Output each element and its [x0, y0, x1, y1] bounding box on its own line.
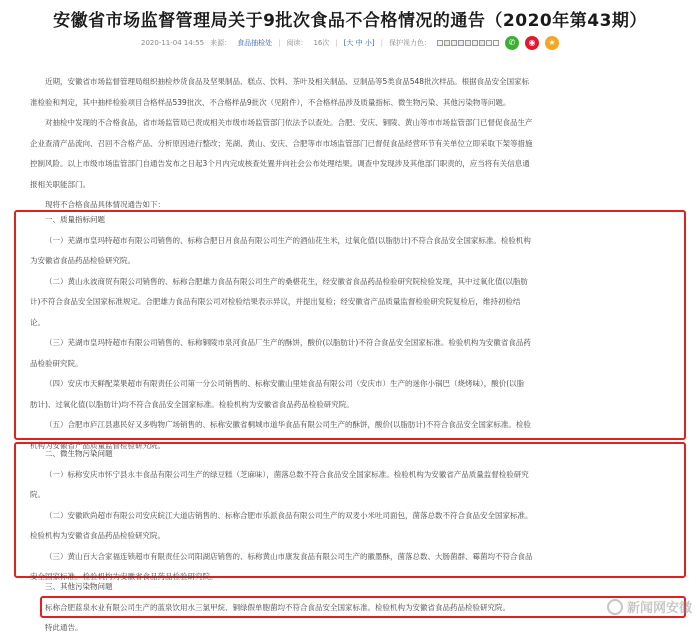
item-line: 院。: [30, 490, 45, 499]
item-line: 论。: [30, 317, 45, 327]
section-microbial: [30, 444, 670, 588]
closing-line: 特此通告。: [45, 623, 83, 632]
article-intro: [30, 72, 670, 216]
item-line: 检验机构为安徽省食品药品检验研究院。: [30, 531, 165, 540]
publish-date: 2020-11-04 14:55: [140, 39, 205, 47]
item-line: （五）合肥市庐江县惠民好又多购物广场销售的、标称安徽省桐城市道华食品有限公司生产的酥饼，酸价(以脂肪计)不符合食品安全国家标准。检验: [45, 420, 531, 429]
weibo-share-icon[interactable]: ◉: [525, 36, 539, 50]
item-line: （一）芜湖市皇玛特超市有限公司销售的、标称合肥日月食品有限公司生产的酒仙花生米，过氧化值(以脂肪计)不符合食品安全国家标准。检验机构: [45, 235, 531, 245]
highlight-box-other: [40, 596, 686, 618]
item-line: （三）芜湖市皇玛特超市有限公司销售的、标称铜陵市泉河食品厂生产的酥饼，酸价(以脂肪计)不符合食品安全国家标准。检验机构为安徽省食品药: [45, 338, 531, 347]
watermark-logo-icon: [607, 599, 623, 615]
section-heading: 三、其他污染物问题: [45, 582, 113, 591]
item-line: 品检验研究院。: [30, 358, 83, 368]
section-heading: 一、质量指标问题: [45, 215, 105, 224]
wechat-share-icon[interactable]: ✆: [505, 36, 519, 50]
section-heading: 二、微生物污染问题: [45, 449, 113, 458]
item-line: （二）安徽欧尚超市有限公司安庆皖江大道店销售的、标称合肥市乐派食品有限公司生产的双麦小米吐司面包，菌落总数不符合食品安全国家标准。: [45, 510, 533, 520]
eye-color-swatch[interactable]: [437, 40, 443, 46]
source-label: 来源：: [210, 39, 232, 47]
watermark: [607, 597, 692, 616]
eye-color-swatch[interactable]: [472, 40, 478, 46]
intro-line: 准检验和判定，其中抽样检验项目合格样品539批次、不合格样品9批次（见附件），不合格样品涉及质量指标、微生物污染、其他污染物等问题。: [30, 97, 511, 107]
item-line: 为安徽省食品药品检验研究院。: [30, 256, 135, 265]
intro-line: 现将不合格食品具体情况通告如下：: [45, 200, 165, 209]
article-title: 安徽省市场监督管理局关于9批次食品不合格情况的通告（2020年第43期）: [53, 11, 647, 31]
meta-separator: |: [335, 39, 338, 47]
watermark-text: 新闻网安徽: [626, 601, 692, 616]
intro-line: 对抽检中发现的不合格食品，省市场监管局已责成相关市级市场监管部门依法予以查处。合肥、安庆、铜陵、黄山等市市场监管部门已督促食品生产: [45, 118, 533, 127]
meta-separator: |: [278, 39, 281, 47]
item-line: 肪计)、过氧化值(以脂肪计)均不符合食品安全国家标准。检验机构为安徽省食品药品检验研究院。: [30, 399, 354, 409]
intro-line: 控制风险。以上市级市场监管部门自通告发布之日起3个月内完成核查处置并向社会公布处理结果。调查中发现涉及其他部门职责的，应当将有关信息通: [30, 159, 530, 168]
item-line: 安全国家标准。检验机构为安徽省食品药品检验研究院。: [30, 572, 218, 581]
eye-color-swatch[interactable]: [444, 40, 450, 46]
item-line: 标称合肥蓝泉水业有限公司生产的蓝泉饮用水三氯甲烷、铜绿假单胞菌均不符合食品安全国家标准。检验机构为安徽省食品药品检验研究院。: [45, 602, 510, 612]
eye-color-swatch[interactable]: [479, 40, 485, 46]
font-size-control[interactable]: [大 中 小]: [343, 39, 375, 47]
eye-color-swatch[interactable]: [493, 40, 499, 46]
item-line: （一）标称安庆市怀宁县永丰食品有限公司生产的绿豆糕（芝麻味），菌落总数不符合食品安全国家标准。检验机构为安徽省产品质量监督检验研究: [45, 469, 529, 479]
intro-line: 近期，安徽省市场监督管理局组织抽检炒货食品及坚果制品、糕点、饮料、茶叶及相关制品、豆制品等5类食品548批次样品。根据食品安全国家标: [45, 77, 530, 86]
eye-protect-label: 保护视力色：: [389, 39, 431, 47]
eye-color-swatches[interactable]: [437, 40, 499, 46]
views-count: 16次: [313, 39, 330, 47]
source-value: 食品抽检处: [237, 39, 273, 47]
intro-line: 企业查清产品流向、召回不合格产品、分析原因进行整改；芜湖、黄山、安庆、合肥等市市场监管部门已督促食品经营环节有关单位立即采取下架等措施: [30, 138, 533, 148]
views-label: 阅读：: [286, 39, 308, 47]
eye-color-swatch[interactable]: [458, 40, 464, 46]
article-meta-bar: [0, 36, 700, 50]
item-line: （四）安庆市天鲜配菜果超市有限责任公司第一分公司销售的、标称安徽山里娃食品有限公司（安庆市）生产的迷你小锅巴（烧烤味），酸价(以脂: [45, 379, 525, 388]
eye-color-swatch[interactable]: [465, 40, 471, 46]
eye-color-swatch[interactable]: [486, 40, 492, 46]
section-quality: [30, 210, 670, 456]
item-line: 计)不符合食品安全国家标准规定。合肥雄力食品有限公司对检验结果表示异议，并提出复检；经安徽省产品质量监督检验研究院复检后，维持初检结: [30, 297, 521, 306]
qzone-share-icon[interactable]: ★: [545, 36, 559, 50]
meta-separator: |: [380, 39, 383, 47]
intro-line: 报相关职能部门。: [30, 179, 90, 189]
eye-color-swatch[interactable]: [451, 40, 457, 46]
item-line: （三）黄山百大合家福连锁超市有限责任公司阳湖店销售的、标称黄山市康发食品有限公司生产的徽墨酥，菌落总数、大肠菌群、霉菌均不符合食品: [45, 551, 533, 561]
item-line: 机构为安徽省产品质量监督检验研究院。: [30, 440, 165, 450]
item-line: （二）黄山永波商贸有限公司销售的、标称合肥雄力食品有限公司生产的桑椹花生，经安徽省食品药品检验研究院检验发现，其中过氧化值(以脂肪: [45, 276, 528, 286]
